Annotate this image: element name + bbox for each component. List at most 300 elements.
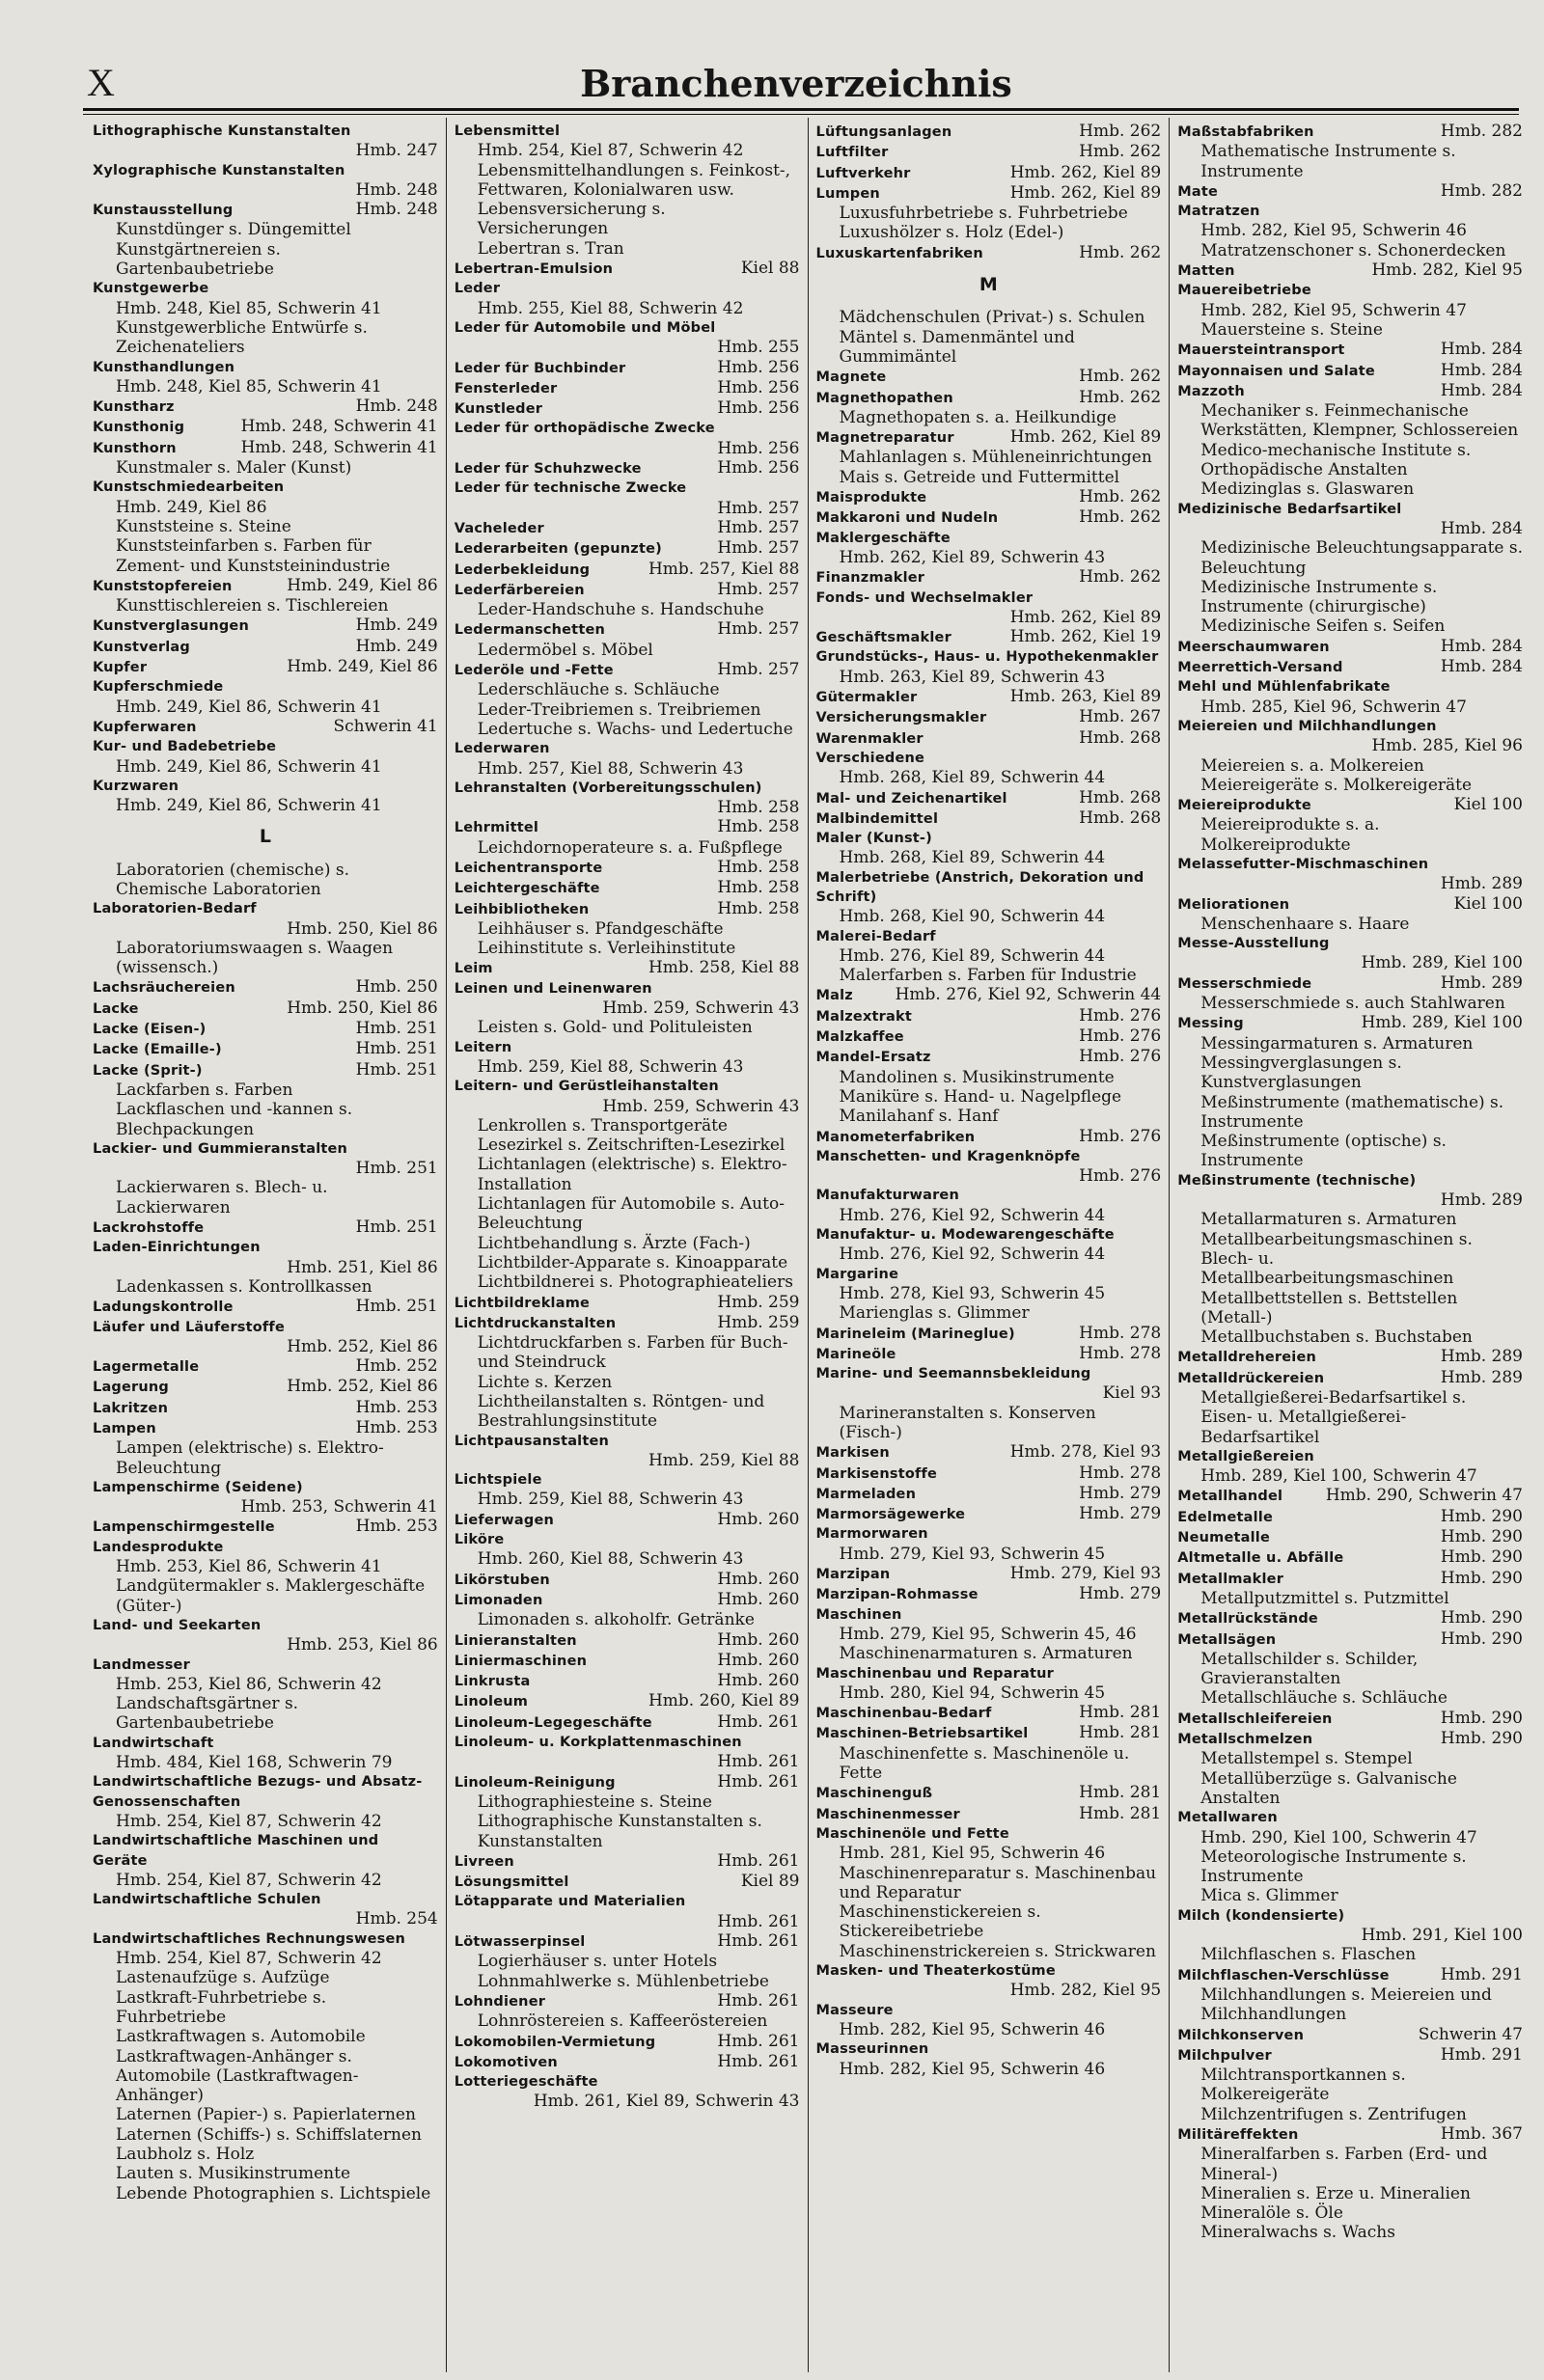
entry-ref-left: Hmb. 268, Kiel 89, Schwerin 44: [839, 848, 1106, 868]
entry-crossref: Limonaden s. alkoholfr. Getränke: [477, 1610, 755, 1630]
entry-crossref: Mais s. Getreide und Futtermittel: [839, 467, 1120, 487]
entry-term: Marzipan: [815, 1567, 891, 1583]
entry-ref-right: Hmb. 248: [355, 179, 438, 200]
entry-ref-line: [455, 1752, 800, 1771]
entry-headline: [455, 979, 800, 999]
directory-entry: [93, 478, 438, 575]
entry-term: Lachsräuchereien: [93, 980, 235, 997]
directory-entry: [93, 999, 438, 1019]
entry-crossref: Medico-mechanische Institute s. Orthopädische Anstalten: [1200, 440, 1472, 480]
entry-headline: [1177, 1527, 1523, 1547]
directory-entry: [1177, 202, 1523, 260]
directory-entry: [1177, 1347, 1523, 1367]
entry-term: Manschetten- und Kragenknöpfe: [815, 1148, 1081, 1164]
directory-entry: [93, 1890, 438, 1929]
column-4: [1169, 118, 1530, 2372]
entry-ref: Hmb. 261: [717, 1771, 800, 1792]
entry-crossref: Laboratorien (chemische) s. Chemische Laboratorien: [116, 860, 349, 899]
entry-term: Malbindemittel: [815, 810, 939, 827]
entry-ref: Hmb. 281: [1079, 1703, 1162, 1723]
entry-ref-line: [93, 1557, 438, 1576]
directory-entry: [455, 1872, 800, 1892]
entry-ref-line: [816, 668, 1162, 687]
entry-crossref: Mahlanlagen s. Mühleneinrichtungen: [839, 448, 1152, 468]
directory-entry: [93, 438, 438, 479]
entry-ref: Hmb. 257, Kiel 88: [648, 559, 800, 579]
entry-ref: Hmb. 290: [1440, 1729, 1523, 1749]
entry-term: Metallgießereien: [1177, 1448, 1314, 1464]
entry-headline: [816, 1703, 1162, 1723]
entry-headline: [455, 378, 800, 398]
entry-ref: Hmb. 261: [717, 2031, 800, 2051]
entry-ref-left: Hmb. 262, Kiel 89, Schwerin 43: [839, 547, 1106, 567]
entry-term: Leim: [454, 961, 493, 977]
entry-ref: Hmb. 257: [717, 538, 800, 559]
entry-ref-line: [1177, 301, 1523, 320]
entry-headline: [816, 728, 1162, 749]
directory-entry: [1177, 281, 1523, 340]
directory-entry: [455, 1712, 800, 1733]
directory-entry: [455, 1038, 800, 1078]
entry-headline: [93, 1019, 438, 1039]
entry-crossref: Lauten s. Musikinstrumente: [116, 2164, 351, 2184]
entry-ref-line: [816, 848, 1162, 867]
entry-headline: [93, 161, 438, 180]
entry-ref: Hmb. 284: [1440, 657, 1523, 677]
entry-ref-line: [93, 1675, 438, 1694]
directory-entry: [93, 637, 438, 657]
entry-ref: Hmb. 290: [1440, 1527, 1523, 1547]
directory-entry: [816, 183, 1162, 243]
entry-term: Warenmakler: [815, 730, 924, 747]
entry-ref: Hmb. 289: [1440, 1347, 1523, 1367]
directory-entry: [455, 1510, 800, 1530]
entry-ref-right: Hmb. 251: [355, 1159, 438, 1179]
entry-term: Messing: [1177, 1016, 1244, 1032]
entry-ref-left: Hmb. 484, Kiel 168, Schwerin 79: [116, 1753, 393, 1773]
entry-crossref: Ledermöbel s. Möbel: [477, 640, 653, 660]
entry-headline: [93, 899, 438, 918]
entry-headline: [816, 1804, 1162, 1824]
entry-crossref: Lohnröstereien s. Kaffeeröstereien: [477, 2011, 768, 2032]
entry-headline: [455, 1590, 800, 1610]
entry-headline: [93, 1238, 438, 1257]
entry-headline: [93, 1890, 438, 1909]
entry-headline: [455, 958, 800, 978]
entry-headline: [93, 438, 438, 458]
entry-headline: [1177, 1507, 1523, 1527]
directory-entry: [816, 1047, 1162, 1126]
entry-headline: [1177, 1808, 1523, 1827]
directory-entry: [455, 1293, 800, 1313]
entry-ref: Hmb. 281: [1079, 1803, 1162, 1823]
entry-ref: Hmb. 290: [1440, 1547, 1523, 1568]
directory-entry: [1177, 361, 1523, 381]
entry-headline: [1177, 1608, 1523, 1628]
entry-term: Leder für technische Zwecke: [454, 480, 687, 497]
directory-entry: [93, 1831, 438, 1890]
entry-term: Marine- und Seemannsbekleidung: [815, 1366, 1091, 1382]
entry-ref-line: [455, 439, 800, 458]
directory-entry: [1177, 340, 1523, 360]
directory-entry: [1177, 122, 1523, 181]
entry-ref: Hmb. 276: [1079, 1047, 1162, 1067]
entry-ref: Hmb. 268: [1079, 787, 1162, 807]
entry-term: Leinen und Leinenwaren: [454, 980, 652, 997]
entry-term: Kunsthonig: [93, 420, 185, 436]
entry-term: Linoleum-Reinigung: [454, 1774, 616, 1791]
directory-entry: [455, 2032, 800, 2052]
entry-ref-line: [1177, 874, 1523, 893]
entry-ref: Hmb. 260: [717, 1671, 800, 1691]
entry-headline: [455, 560, 800, 580]
directory-entry: [816, 1026, 1162, 1047]
entry-ref-left: Hmb. 276, Kiel 92, Schwerin 44: [839, 1245, 1106, 1265]
entry-crossref: Matratzenschoner s. Schonerdecken: [1200, 240, 1506, 260]
entry-headline: [93, 279, 438, 298]
entry-ref-right: Hmb. 253, Schwerin 41: [240, 1497, 438, 1518]
entry-crossref: Meteorologische Instrumente s. Instrumente: [1200, 1847, 1467, 1887]
entry-headline: [455, 899, 800, 919]
entry-ref-line: [455, 1057, 800, 1077]
entry-crossref: Lackfarben s. Farben: [116, 1080, 293, 1100]
entry-headline: [455, 259, 800, 279]
directory-entry: [93, 417, 438, 437]
entry-term: Lederwaren: [454, 741, 550, 757]
entry-term: Maßstabfabriken: [1177, 124, 1314, 140]
entry-crossref: Lichtbehandlung s. Ärzte (Fach-): [477, 1233, 751, 1253]
entry-ref-left: Hmb. 255, Kiel 88, Schwerin 42: [477, 298, 744, 318]
entry-ref: Hmb. 267: [1079, 707, 1162, 727]
entry-ref: Hmb. 282, Kiel 95: [1371, 260, 1523, 281]
entry-crossref: Kunstgewerbliche Entwürfe s. Zeichenateliers: [116, 317, 368, 358]
directory-entry: [93, 977, 438, 998]
entry-ref-right: Hmb. 261: [717, 1911, 800, 1931]
entry-term: Landwirtschaft: [93, 1735, 214, 1751]
entry-ref: Hmb. 249: [355, 636, 438, 656]
entry-term: Kurzwaren: [93, 778, 179, 794]
directory-entry: [1177, 1527, 1523, 1547]
entry-ref-line: [455, 499, 800, 518]
directory-entry: [93, 1356, 438, 1377]
directory-entry: [93, 1418, 438, 1478]
entry-term: Lacke (Emaille-): [93, 1042, 222, 1058]
entry-headline: [1177, 1013, 1523, 1033]
directory-entry: [1177, 1629, 1523, 1709]
entry-headline: [816, 487, 1162, 507]
directory-entry: [93, 1039, 438, 1059]
entry-ref: Hmb. 253: [355, 1418, 438, 1437]
entry-ref-line: [1177, 1190, 1523, 1210]
entry-headline: [816, 367, 1162, 387]
entry-ref-right: Hmb. 256: [717, 438, 800, 458]
entry-crossref: Meßinstrumente (optische) s. Instrumente: [1200, 1132, 1447, 1171]
entry-term: Kupferwaren: [93, 719, 197, 735]
directory-entry: [93, 1318, 438, 1357]
entry-ref-right: Hmb. 261: [717, 1752, 800, 1772]
entry-term: Kunstschmiedearbeiten: [93, 479, 285, 496]
entry-term: Mauersteintransport: [1177, 342, 1345, 359]
directory-entry: [816, 1723, 1162, 1783]
entry-term: Milchflaschen-Verschlüsse: [1177, 1967, 1390, 1983]
entry-ref-line: [1177, 1828, 1523, 1847]
entry-term: Malzextrakt: [815, 1008, 912, 1025]
entry-ref-line: [1177, 698, 1523, 717]
directory-entry: [1177, 1729, 1523, 1808]
directory-entry: [93, 899, 438, 977]
entry-crossref: Kunstmaler s. Maler (Kunst): [116, 458, 352, 479]
entry-ref: Hmb. 260: [717, 1509, 800, 1529]
entry-ref-right: Hmb. 247: [355, 141, 438, 161]
entry-term: Kupferschmiede: [93, 679, 224, 696]
directory-entry: [455, 479, 800, 518]
entry-ref: Hmb. 278: [1079, 1323, 1162, 1343]
entry-term: Leichtergeschäfte: [454, 881, 600, 897]
entry-crossref: Lebende Photographien s. Lichtspiele: [116, 2183, 431, 2203]
entry-headline: [455, 858, 800, 878]
entry-term: Landmesser: [93, 1656, 190, 1673]
entry-term: Manufaktur- u. Modewarengeschäfte: [815, 1227, 1115, 1244]
directory-entry: [455, 1851, 800, 1872]
entry-headline: [93, 358, 438, 377]
directory-entry: [93, 1929, 438, 2203]
entry-term: Luftverkehr: [815, 165, 911, 181]
entry-headline: [1177, 637, 1523, 657]
entry-term: Kupfer: [93, 660, 148, 676]
entry-term: Kunstausstellung: [93, 203, 234, 219]
entry-headline: [93, 1356, 438, 1377]
directory-entry: [455, 1931, 800, 1991]
entry-term: Linoleum: [454, 1694, 529, 1710]
entry-headline: [1177, 202, 1523, 221]
directory-entry: [93, 1734, 438, 1773]
entry-term: Lokomobilen-Vermietung: [454, 2034, 656, 2050]
directory-entry: [455, 1772, 800, 1851]
entry-crossref: Maschinenarmaturen s. Armaturen: [839, 1644, 1133, 1664]
entry-term: Metallschmelzen: [1177, 1732, 1313, 1748]
entry-ref: Hmb. 248: [355, 200, 438, 220]
directory-entry: [93, 576, 438, 616]
entry-ref-left: Hmb. 248, Kiel 85, Schwerin 41: [116, 376, 382, 397]
entry-headline: [93, 397, 438, 417]
entry-ref: Hmb. 256: [717, 357, 800, 377]
entry-headline: [93, 1478, 438, 1497]
directory-entry: [455, 739, 800, 779]
entry-term: Lehranstalten (Vorbereitungsschulen): [454, 780, 762, 796]
directory-entry: [816, 627, 1162, 647]
entry-term: Metallrückstände: [1177, 1611, 1318, 1628]
entry-headline: [455, 1872, 800, 1892]
entry-headline: [455, 122, 800, 141]
entry-term: Leihbibliotheken: [454, 901, 590, 917]
entry-headline: [455, 1313, 800, 1333]
directory-entry: [1177, 2025, 1523, 2045]
entry-term: Lampenschirme (Seidene): [93, 1479, 303, 1495]
entry-headline: [455, 2052, 800, 2072]
entry-term: Kunstleder: [454, 401, 543, 418]
directory-entry: [816, 1484, 1162, 1504]
entry-ref: Hmb. 251: [355, 1019, 438, 1039]
entry-ref: Hmb. 284: [1440, 636, 1523, 656]
entry-ref: Hmb. 290: [1440, 1708, 1523, 1728]
entry-crossref: Mineralwachs s. Wachs: [1200, 2223, 1395, 2243]
entry-ref: Hmb. 279: [1079, 1504, 1162, 1524]
directory-entry: [455, 899, 800, 959]
entry-ref: Hmb. 260, Kiel 89: [648, 1691, 800, 1711]
entry-term: Makkaroni und Nudeln: [815, 510, 999, 527]
entry-ref-left: Hmb. 259, Kiel 88, Schwerin 43: [477, 1490, 744, 1510]
directory-entry: [1177, 2045, 1523, 2124]
directory-entry: [816, 927, 1162, 986]
entry-term: Lederarbeiten (gepunzte): [454, 541, 662, 558]
entry-ref: Hmb. 290: [1440, 1506, 1523, 1526]
entry-crossref: Leihinstitute s. Verleihinstitute: [477, 939, 736, 959]
entry-ref: Hmb. 278: [1079, 1463, 1162, 1483]
entry-headline: [1177, 677, 1523, 697]
entry-term: Luftfilter: [815, 145, 889, 161]
entry-crossref: Lithographische Kunstanstalten s. Kunstanstalten: [477, 1812, 762, 1851]
entry-term: Kunsthorn: [93, 440, 177, 456]
entry-ref: Hmb. 276: [1079, 1126, 1162, 1146]
entry-headline: [93, 1538, 438, 1557]
entry-headline: [816, 1364, 1162, 1383]
entry-crossref: Lebensmittelhandlungen s. Feinkost-, Fettwaren, Kolonialwaren usw.: [477, 160, 791, 200]
directory-entry: [816, 1804, 1162, 1824]
entry-crossref: Lohnmahlwerke s. Mühlenbetriebe: [477, 1971, 769, 1991]
entry-term: Läufer und Läuferstoffe: [93, 1319, 285, 1335]
entry-headline: [1177, 281, 1523, 300]
entry-headline: [93, 977, 438, 998]
entry-headline: [816, 868, 1162, 908]
entry-ref: Hmb. 249, Kiel 86: [287, 657, 438, 677]
entry-term: Leder für Schuhzwecke: [454, 461, 642, 478]
entry-term: Finanzmakler: [815, 570, 925, 587]
entry-ref-line: [816, 1625, 1162, 1644]
entry-term: Lichtspiele: [454, 1472, 542, 1489]
entry-ref: Hmb. 276, Kiel 92, Schwerin 44: [895, 985, 1162, 1005]
entry-crossref: Lederschläuche s. Schläuche: [477, 680, 720, 700]
directory-entry: [816, 507, 1162, 528]
entry-crossref: Metallbettstellen s. Bettstellen (Metall-): [1200, 1288, 1458, 1327]
entry-ref-left: Hmb. 249, Kiel 86, Schwerin 41: [116, 796, 382, 816]
entry-term: Mazzoth: [1177, 383, 1245, 399]
entry-ref-left: Hmb. 279, Kiel 93, Schwerin 45: [839, 1544, 1106, 1564]
entry-ref: Hmb. 257: [717, 517, 800, 537]
entry-crossref: Mäntel s. Damenmäntel und Gummimäntel: [839, 327, 1075, 367]
entry-term: Melassefutter-Mischmaschinen: [1177, 856, 1429, 872]
entry-ref-right: Hmb. 255: [717, 338, 800, 358]
entry-ref: Hmb. 258: [717, 857, 800, 877]
entry-headline: [816, 927, 1162, 946]
entry-ref: Hmb. 291: [1440, 1964, 1523, 1984]
directory-entry: [816, 1442, 1162, 1463]
entry-headline: [455, 580, 800, 600]
entry-ref-left: Hmb. 248, Kiel 85, Schwerin 41: [116, 298, 382, 318]
entry-crossref: Medizinische Instrumente s. Instrumente (chirurgische): [1200, 577, 1438, 617]
entry-headline: [455, 1671, 800, 1691]
entry-ref-line: [93, 1753, 438, 1772]
entry-ref-right: Hmb. 259, Schwerin 43: [602, 999, 800, 1019]
entry-headline: [93, 777, 438, 796]
entry-ref: Hmb. 262: [1079, 567, 1162, 588]
directory-entry: [93, 717, 438, 737]
entry-headline: [816, 507, 1162, 528]
directory-entry: [93, 1478, 438, 1518]
entry-term: Leitern- und Gerüstleihanstalten: [454, 1079, 719, 1095]
entry-headline: [455, 1931, 800, 1952]
entry-crossref: Leihhäuser s. Pfandgeschäfte: [477, 918, 724, 939]
entry-ref-left: Hmb. 249, Kiel 86, Schwerin 41: [116, 697, 382, 717]
entry-ref-left: Hmb. 280, Kiel 94, Schwerin 45: [839, 1682, 1106, 1703]
directory-entry: [816, 1364, 1162, 1442]
entry-ref-line: [455, 141, 800, 160]
entry-crossref: Medizinische Beleuchtungsapparate s. Beleuchtung: [1200, 538, 1523, 578]
entry-term: Neumetalle: [1177, 1530, 1270, 1546]
entry-term: Lötapparate und Materialien: [454, 1894, 686, 1910]
directory-entry: [455, 259, 800, 279]
entry-headline: [93, 1831, 438, 1871]
entry-headline: [816, 183, 1162, 204]
entry-ref-left: Hmb. 282, Kiel 95, Schwerin 46: [839, 2059, 1106, 2079]
entry-headline: [455, 1470, 800, 1490]
entry-headline: [816, 427, 1162, 448]
directory-entry: [455, 858, 800, 878]
entry-ref-line: [1177, 221, 1523, 240]
directory-entry: [455, 398, 800, 419]
entry-headline: [93, 1297, 438, 1317]
entry-headline: [1177, 1447, 1523, 1466]
entry-ref: Hmb. 290: [1440, 1628, 1523, 1649]
entry-crossref: Lichtheilanstalten s. Röntgen- und Bestrahlungsinstitute: [477, 1392, 765, 1432]
entry-headline: [455, 817, 800, 837]
directory-entry: [455, 358, 800, 378]
directory-entry: [455, 538, 800, 559]
entry-term: Lebensmittel: [454, 123, 561, 139]
entry-ref-left: Hmb. 281, Kiel 95, Schwerin 46: [839, 1844, 1106, 1864]
directory-entry: [816, 1147, 1162, 1187]
entry-headline: [816, 829, 1162, 848]
entry-ref-line: [93, 141, 438, 160]
entry-headline: [816, 122, 1162, 142]
entry-term: Metallwaren: [1177, 1810, 1278, 1826]
entry-term: Matten: [1177, 263, 1235, 280]
entry-term: Medizinische Bedarfsartikel: [1177, 501, 1402, 517]
directory-entry: [93, 1377, 438, 1397]
entry-ref: Hmb. 279: [1079, 1483, 1162, 1503]
entry-ref: Hmb. 248: [355, 397, 438, 417]
entry-term: Marmorsägewerke: [815, 1507, 966, 1523]
directory-entry: [1177, 1013, 1523, 1170]
column-1: [85, 118, 446, 2372]
entry-crossref: Lastkraftwagen s. Automobile: [116, 2027, 366, 2047]
page-header: [87, 60, 1505, 104]
entry-headline: [455, 1733, 800, 1752]
entry-ref-line: [93, 1159, 438, 1178]
entry-term: Versicherungsmakler: [815, 710, 987, 726]
entry-headline: [93, 616, 438, 636]
directory-entry: [455, 1530, 800, 1570]
entry-crossref: Meiereien s. a. Molkereien: [1200, 755, 1424, 776]
entry-headline: [455, 419, 800, 438]
entry-ref-line: [93, 1258, 438, 1277]
entry-crossref: Mathematische Instrumente s. Instrumente: [1200, 142, 1456, 181]
entry-ref: Hmb. 252: [355, 1356, 438, 1377]
entry-headline: [816, 1344, 1162, 1364]
directory-entry: [455, 979, 800, 1038]
entry-ref: Hmb. 248, Schwerin 41: [240, 417, 438, 437]
entry-headline: [816, 1026, 1162, 1047]
directory-entry: [455, 1691, 800, 1711]
